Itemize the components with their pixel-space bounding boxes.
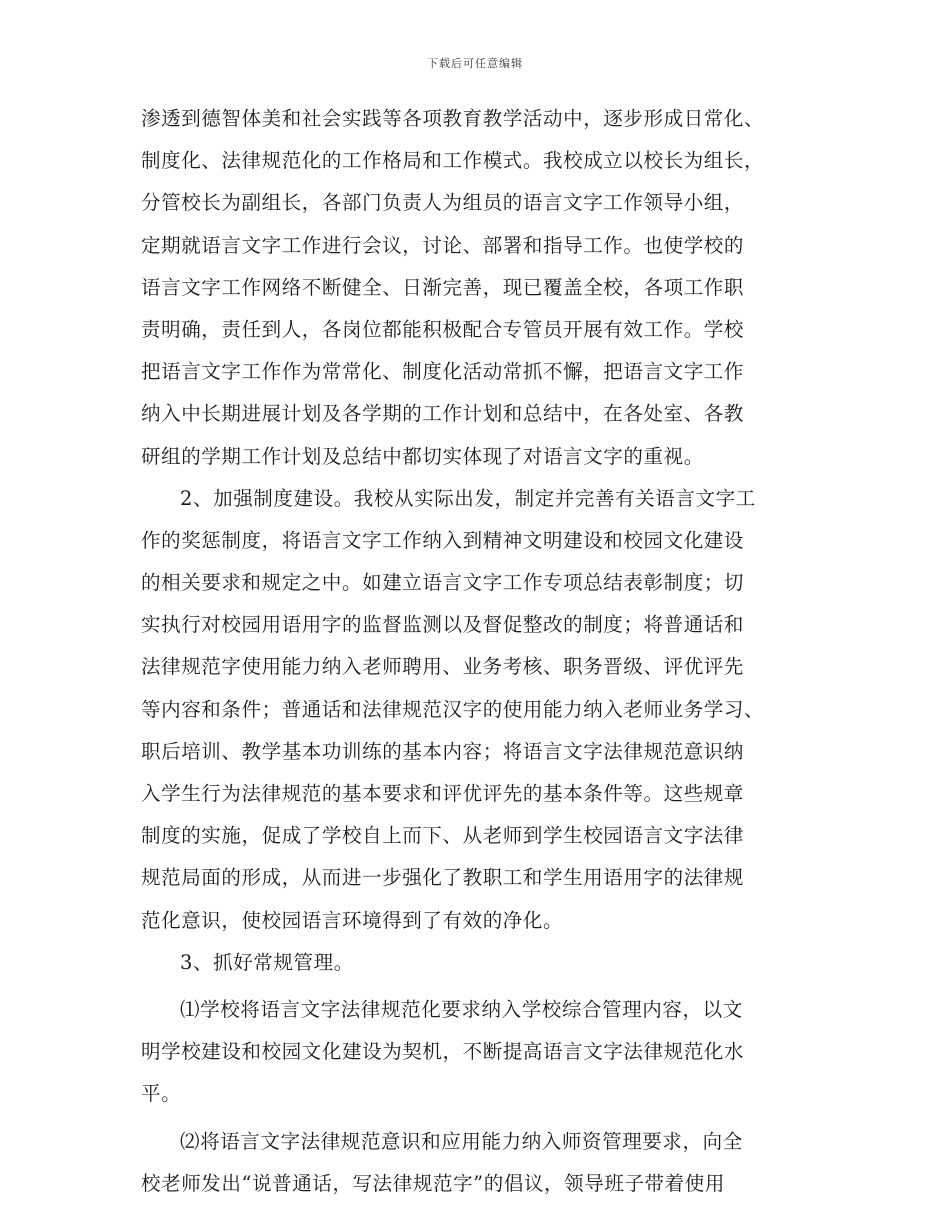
text-line: ⑴学校将语言文字法律规范化要求纳入学校综合管理内容，以文 (180, 997, 743, 1021)
paragraph-intro-continuation (141, 98, 803, 478)
paragraph-item-2 (141, 1121, 803, 1205)
text-line: 法律规范字使用能力纳入老师聘用、业务考核、职务晋级、评优评先 (141, 655, 745, 679)
text-line: 制度化、法律规范化的工作格局和工作模式。我校成立以校长为组长， (141, 149, 765, 173)
text-line: 研组的学期工作计划及总结中都切实体现了对语言文字的重视。 (141, 444, 704, 468)
paragraph-system-building (141, 478, 803, 942)
text-line: 规范局面的形成，从而进一步强化了教职工和学生用语用字的法律规 (141, 866, 745, 890)
paragraph-routine-management-heading (141, 942, 803, 984)
text-line: 渗透到德智体美和社会实践等各项教育教学活动中，逐步形成日常化、 (141, 107, 765, 130)
text-line: 纳入中长期进展计划及各学期的工作计划和总结中，在各处室、各教 (141, 402, 745, 426)
text-line: 3、抓好常规管理。 (180, 950, 354, 974)
text-line: 职后培训、教学基本功训练的基本内容；将语言文字法律规范意识纳 (141, 739, 745, 763)
text-line: 语言文字工作网络不断健全、日渐完善，现已覆盖全校，各项工作职 (141, 275, 745, 299)
text-line: 作的奖惩制度，将语言文字工作纳入到精神文明建设和校园文化建设 (141, 528, 745, 552)
text-line: 把语言文字工作作为常常化、制度化活动常抓不懈，把语言文字工作 (141, 360, 745, 384)
text-line: ⑵将语言文字法律规范意识和应用能力纳入师资管理要求，向全 (180, 1129, 743, 1153)
text-line: 范化意识，使校园语言环境得到了有效的净化。 (141, 908, 564, 932)
text-line: 平。 (141, 1082, 182, 1106)
text-line: 明学校建设和校园文化建设为契机，不断提高语言文字法律规范化水 (141, 1040, 745, 1064)
paragraph-item-1 (141, 989, 803, 1116)
text-line: 分管校长为副组长，各部门负责人为组员的语言文字工作领导小组， (141, 191, 745, 215)
text-line: 校老师发出“说普通话，写法律规范字”的倡议，领导班子带着使用 (141, 1171, 725, 1195)
text-line: 2、加强制度建设。我校从实际出发，制定并完善有关语言文字工 (180, 486, 756, 510)
text-line: 实执行对校园用语用字的监督监测以及督促整改的制度；将普通话和 (141, 613, 745, 637)
page-header: 下载后可任意编辑 (427, 57, 523, 70)
document-body (141, 98, 803, 1205)
text-line: 责明确，责任到人，各岗位都能积极配合专管员开展有效工作。学校 (141, 317, 745, 341)
text-line: 入学生行为法律规范的基本要求和评优评先的基本条件等。这些规章 (141, 782, 745, 805)
text-line: 等内容和条件；普通话和法律规范汉字的使用能力纳入老师业务学习、 (141, 697, 765, 721)
text-line: 制度的实施，促成了学校自上而下、从老师到学生校园语言文字法律 (141, 824, 745, 848)
text-line: 的相关要求和规定之中。如建立语言文字工作专项总结表彰制度；切 (141, 571, 745, 595)
text-line: 定期就语言文字工作进行会议，讨论、部署和指导工作。也使学校的 (141, 233, 745, 257)
